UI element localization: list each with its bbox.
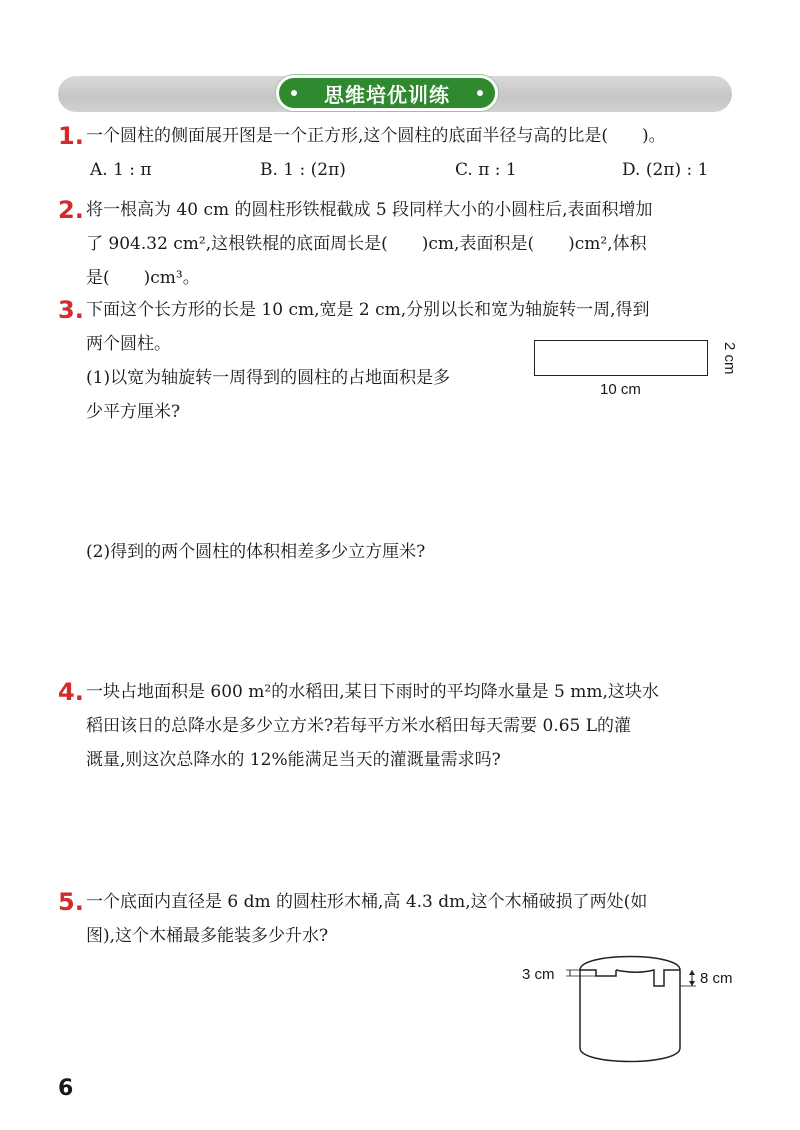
rectangle-figure — [534, 340, 708, 376]
subquestion-1-line-1: (1)以宽为轴旋转一周得到的圆柱的占地面积是多 — [86, 368, 451, 388]
rectangle-length-label: 10 cm — [600, 381, 641, 398]
subquestion-2: (2)得到的两个圆柱的体积相差多少立方厘米? — [86, 542, 426, 562]
page-number: 6 — [58, 1076, 74, 1101]
question-number: 1. — [58, 122, 84, 150]
question-text-line-1: 下面这个长方形的长是 10 cm,宽是 2 cm,分别以长和宽为轴旋转一周,得到 — [86, 300, 650, 320]
section-title: 思维培优训练 — [324, 82, 450, 107]
question-text-line-2: 了 904.32 cm²,这根铁棍的底面周长是( )cm,表面积是( )cm²,体积 — [86, 234, 647, 254]
question-text-line-2: 稻田该日的总降水是多少立方米?若每平方米水稻田每天需要 0.65 L的灌 — [86, 716, 632, 736]
bucket-figure — [560, 940, 700, 1072]
option-c: C. π : 1 — [455, 160, 517, 180]
banner-dot-right — [477, 90, 483, 96]
question-text-line-2: 两个圆柱。 — [86, 334, 171, 354]
question-number: 4. — [58, 678, 84, 706]
bucket-left-notch-label: 3 cm — [522, 966, 555, 983]
question-number: 3. — [58, 296, 84, 324]
option-d: D. (2π) : 1 — [622, 160, 709, 180]
question-text-line-3: 是( )cm³。 — [86, 268, 200, 288]
question-number: 2. — [58, 196, 84, 224]
question-text: 一个圆柱的侧面展开图是一个正方形,这个圆柱的底面半径与高的比是( )。 — [86, 126, 666, 146]
bucket-right-notch-label: 8 cm — [700, 970, 733, 987]
option-a: A. 1 : π — [90, 160, 152, 180]
question-text-line-3: 溉量,则这次总降水的 12%能满足当天的灌溉量需求吗? — [86, 750, 501, 770]
subquestion-1-line-2: 少平方厘米? — [86, 402, 181, 422]
question-text-line-1: 一个底面内直径是 6 dm 的圆柱形木桶,高 4.3 dm,这个木桶破损了两处(如 — [86, 892, 648, 912]
rectangle-width-label: 2 cm — [721, 342, 738, 375]
question-number: 5. — [58, 888, 84, 916]
banner-dot-left — [291, 90, 297, 96]
option-b: B. 1 : (2π) — [260, 160, 346, 180]
question-text-line-1: 将一根高为 40 cm 的圆柱形铁棍截成 5 段同样大小的小圆柱后,表面积增加 — [86, 200, 653, 220]
question-text-line-2: 图),这个木桶最多能装多少升水? — [86, 926, 329, 946]
question-text-line-1: 一块占地面积是 600 m²的水稻田,某日下雨时的平均降水量是 5 mm,这块水 — [86, 682, 659, 702]
header-banner — [276, 75, 498, 111]
